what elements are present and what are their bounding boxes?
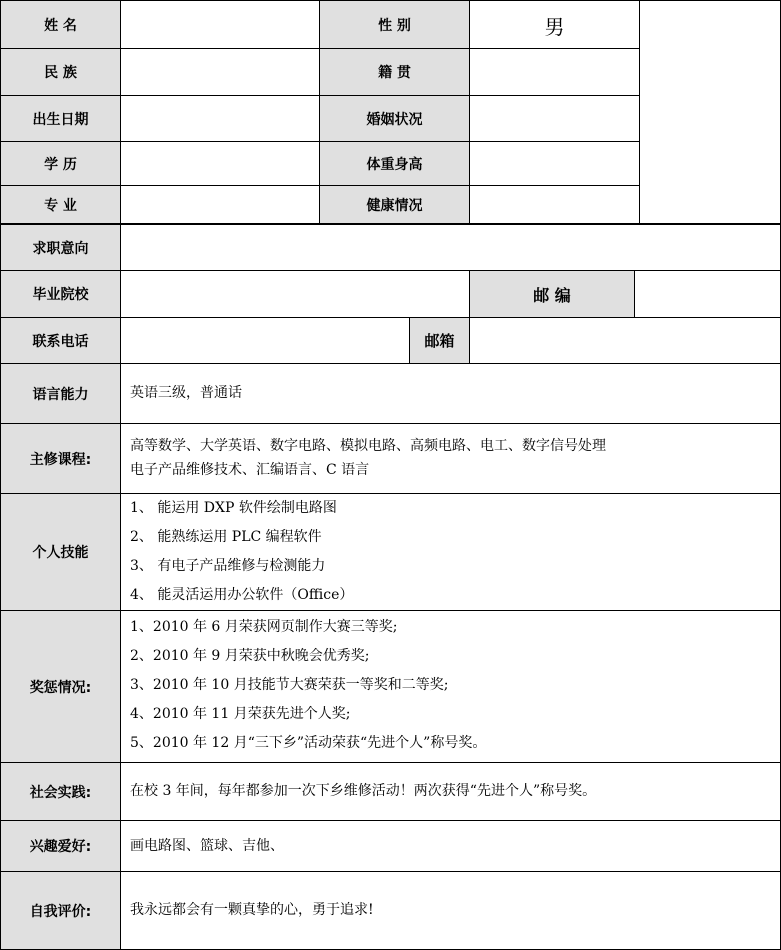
skill-line: 4、 能灵活运用办公软件（Office） xyxy=(130,587,354,603)
courses-field xyxy=(120,423,781,494)
courses-label: 主修课程: xyxy=(0,423,121,494)
education-field[interactable] xyxy=(120,141,320,186)
hobbies-value: 画电路图、篮球、吉他、 xyxy=(130,837,284,854)
name-label: 姓 名 xyxy=(0,0,121,49)
phone-field[interactable] xyxy=(120,317,410,364)
birthdate-field[interactable] xyxy=(120,95,320,142)
email-label: 邮箱 xyxy=(409,317,470,364)
native-place-field[interactable] xyxy=(469,48,640,96)
award-line: 4、2010 年 11 月荣获先进个人奖; xyxy=(130,706,351,722)
practice-field xyxy=(120,762,781,821)
birthdate-label: 出生日期 xyxy=(0,95,121,142)
self-eval-label: 自我评价: xyxy=(0,871,121,950)
marital-label: 婚姻状况 xyxy=(319,95,470,142)
major-field[interactable] xyxy=(120,185,320,224)
course-line: 高等数学、大学英语、数字电路、模拟电路、高频电路、电工、数字信号处理 xyxy=(130,438,606,454)
awards-label: 奖惩情况: xyxy=(0,610,121,763)
school-label: 毕业院校 xyxy=(0,270,121,318)
award-line: 5、2010 年 12 月“三下乡”活动荣获“先进个人”称号奖。 xyxy=(130,735,487,751)
gender-field[interactable] xyxy=(469,0,640,49)
practice-value: 在校 3 年间，每年都参加一次下乡维修活动！两次获得“先进个人”称号奖。 xyxy=(130,783,597,799)
award-line: 2、2010 年 9 月荣获中秋晚会优秀奖; xyxy=(130,648,370,664)
height-weight-field[interactable] xyxy=(469,141,640,186)
language-label: 语言能力 xyxy=(0,363,121,424)
skills-field xyxy=(120,493,781,611)
skill-line: 1、 能运用 DXP 软件绘制电路图 xyxy=(130,500,337,516)
name-field[interactable] xyxy=(120,0,320,49)
language-field xyxy=(120,363,781,424)
practice-label: 社会实践: xyxy=(0,762,121,821)
skill-line: 2、 能熟练运用 PLC 编程软件 xyxy=(130,529,322,545)
health-field[interactable] xyxy=(469,185,640,224)
marital-field[interactable] xyxy=(469,95,640,142)
award-line: 1、2010 年 6 月荣获网页制作大赛三等奖; xyxy=(130,619,398,635)
hobbies-field xyxy=(120,820,781,872)
gender-value: 男 xyxy=(544,15,565,39)
school-field[interactable] xyxy=(120,270,470,318)
awards-field xyxy=(120,610,781,763)
height-weight-label: 体重身高 xyxy=(319,141,470,186)
self-eval-value: 我永远都会有一颗真挚的心，勇于追求! xyxy=(130,902,374,918)
phone-label: 联系电话 xyxy=(0,317,121,364)
gender-label: 性 别 xyxy=(319,0,470,49)
health-label: 健康情况 xyxy=(319,185,470,224)
major-label: 专 业 xyxy=(0,185,121,224)
job-intent-field[interactable] xyxy=(120,223,781,271)
email-field[interactable] xyxy=(469,317,781,364)
education-label: 学 历 xyxy=(0,141,121,186)
postcode-field[interactable] xyxy=(634,270,781,318)
ethnicity-field[interactable] xyxy=(120,48,320,96)
language-value: 英语三级，普通话 xyxy=(130,385,242,401)
skills-label: 个人技能 xyxy=(0,493,121,611)
hobbies-label: 兴趣爱好: xyxy=(0,820,121,872)
photo-area xyxy=(639,0,781,224)
self-eval-field xyxy=(120,871,781,950)
native-place-label: 籍 贯 xyxy=(319,48,470,96)
job-intent-label: 求职意向 xyxy=(0,223,121,271)
award-line: 3、2010 年 10 月技能节大赛荣获一等奖和二等奖; xyxy=(130,677,449,693)
ethnicity-label: 民 族 xyxy=(0,48,121,96)
postcode-label: 邮 编 xyxy=(469,270,635,318)
skill-line: 3、 有电子产品维修与检测能力 xyxy=(130,558,326,574)
course-line: 电子产品维修技术、汇编语言、C 语言 xyxy=(130,462,370,478)
